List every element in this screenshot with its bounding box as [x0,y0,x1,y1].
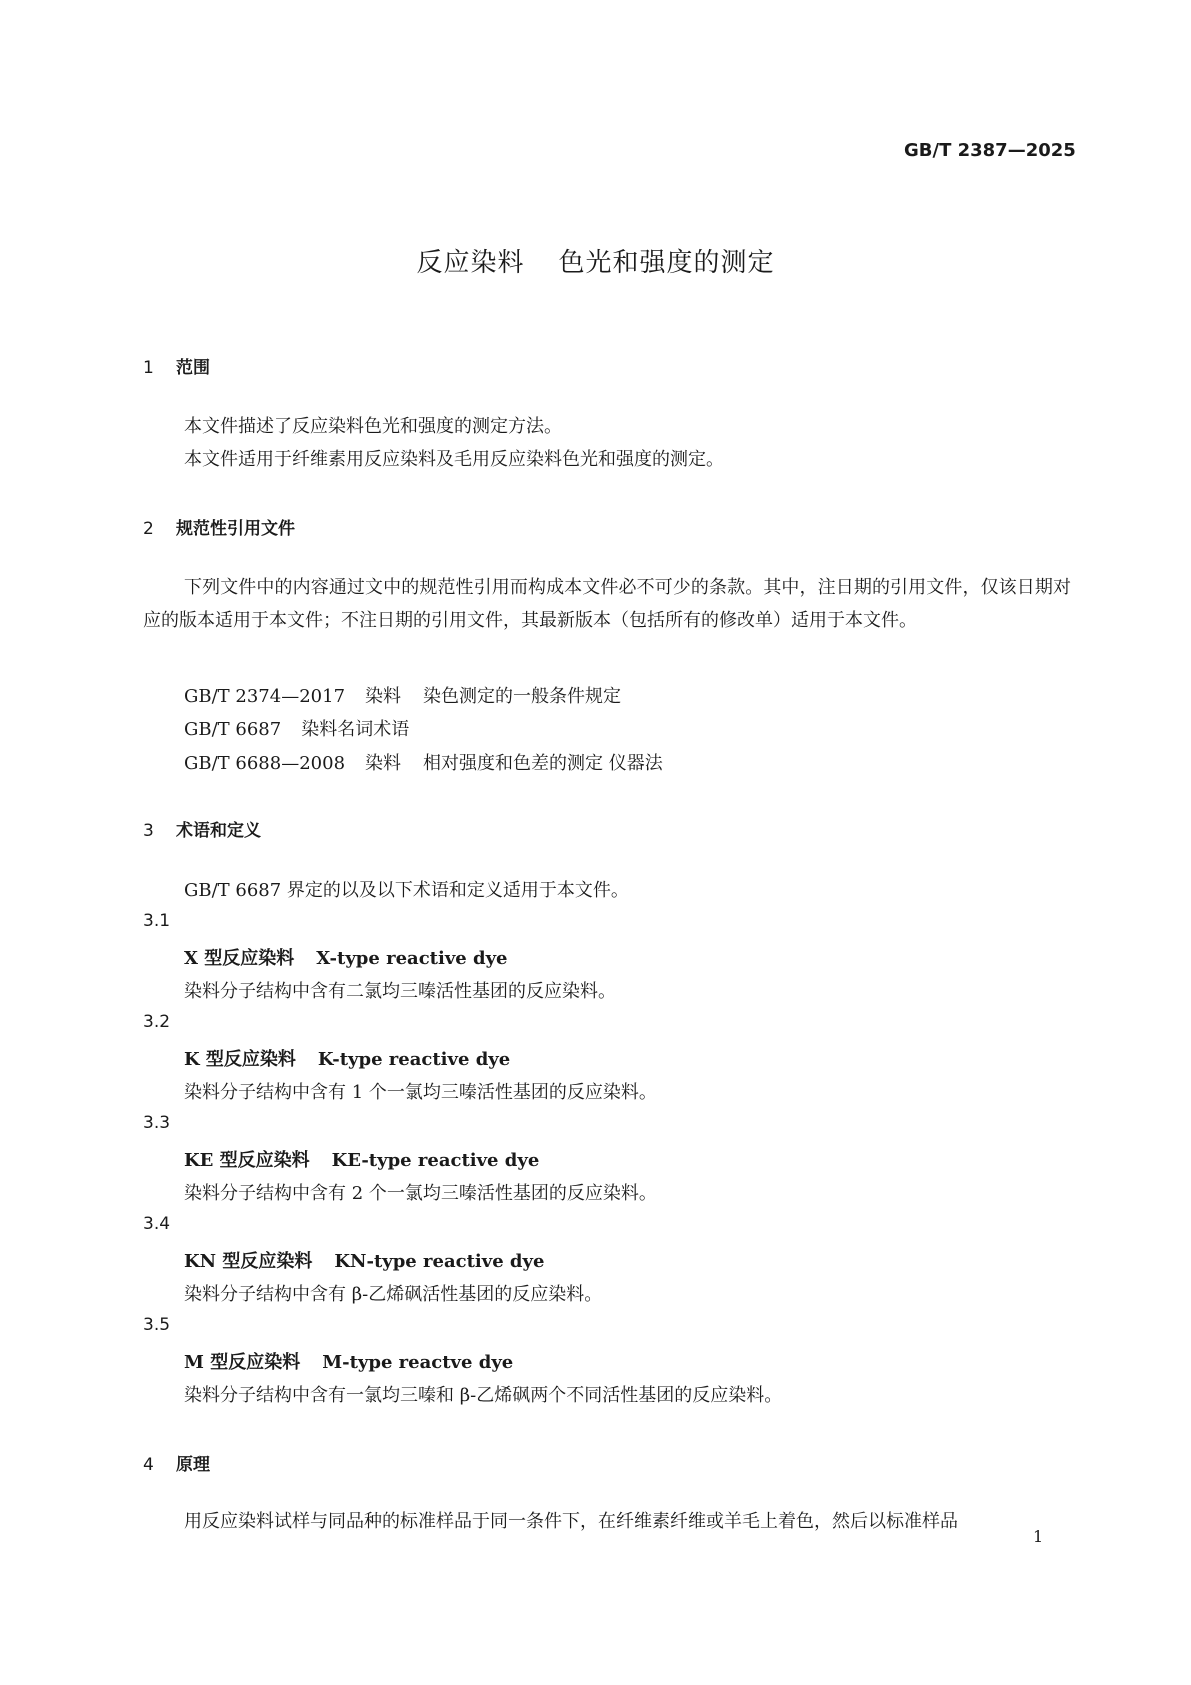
term-number: 3.4 [143,1214,171,1234]
term-title: KE 型反应染料 KE-type reactive dye [184,1150,540,1171]
section-1-paragraph-2: 本文件适用于纤维素用反应染料及毛用反应染料色光和强度的测定。 [184,449,724,470]
term-definition: 染料分子结构中含有 2 个一氯均三嗪活性基团的反应染料。 [184,1183,657,1204]
term-definition: 染料分子结构中含有二氯均三嗪活性基团的反应染料。 [184,981,616,1002]
term-definition: 染料分子结构中含有 1 个一氯均三嗪活性基团的反应染料。 [184,1082,657,1103]
term-title: M 型反应染料 M-type reactve dye [184,1352,514,1373]
section-1-paragraph-1: 本文件描述了反应染料色光和强度的测定方法。 [184,416,562,437]
section-4-heading: 4 原理 [143,1455,210,1475]
term-title: K 型反应染料 K-type reactive dye [184,1049,511,1070]
term-definition: 染料分子结构中含有 β-乙烯砜活性基团的反应染料。 [184,1284,603,1305]
section-3-intro: GB/T 6687 界定的以及以下术语和定义适用于本文件。 [184,880,629,901]
term-number: 3.1 [143,911,171,931]
section-4-paragraph: 用反应染料试样与同品种的标准样品于同一条件下，在纤维素纤维或羊毛上着色，然后以标准样品 [184,1511,958,1532]
term-number: 3.5 [143,1315,171,1335]
term-title: X 型反应染料 X-type reactive dye [184,948,508,969]
reference-item: GB/T 2374—2017 染料 染色测定的一般条件规定 [184,686,622,707]
reference-item: GB/T 6688—2008 染料 相对强度和色差的测定 仪器法 [184,753,663,774]
title-part-1: 反应染料 [416,248,525,278]
reference-item: GB/T 6687 染料名词术语 [184,719,410,740]
section-3-heading: 3 术语和定义 [143,821,261,841]
term-number: 3.2 [143,1012,171,1032]
title-part-2: 色光和强度的测定 [558,248,775,278]
page-number: 1 [1033,1527,1044,1546]
document-title [0,242,1191,279]
section-2-intro: 下列文件中的内容通过文中的规范性引用而构成本文件必不可少的条款。其中，注日期的引用文件，仅该日期对应的版本适用于本文件；不注日期的引用文件，其最新版本（包括所有的修改单）适用于本文件。 [143,577,1071,631]
section-2-heading: 2 规范性引用文件 [143,519,295,539]
section-1-heading: 1 范围 [143,358,210,378]
term-definition: 染料分子结构中含有一氯均三嗪和 β-乙烯砜两个不同活性基团的反应染料。 [184,1385,783,1406]
term-number: 3.3 [143,1113,171,1133]
standard-number: GB/T 2387—2025 [904,140,1076,161]
term-title: KN 型反应染料 KN-type reactive dye [184,1251,545,1272]
